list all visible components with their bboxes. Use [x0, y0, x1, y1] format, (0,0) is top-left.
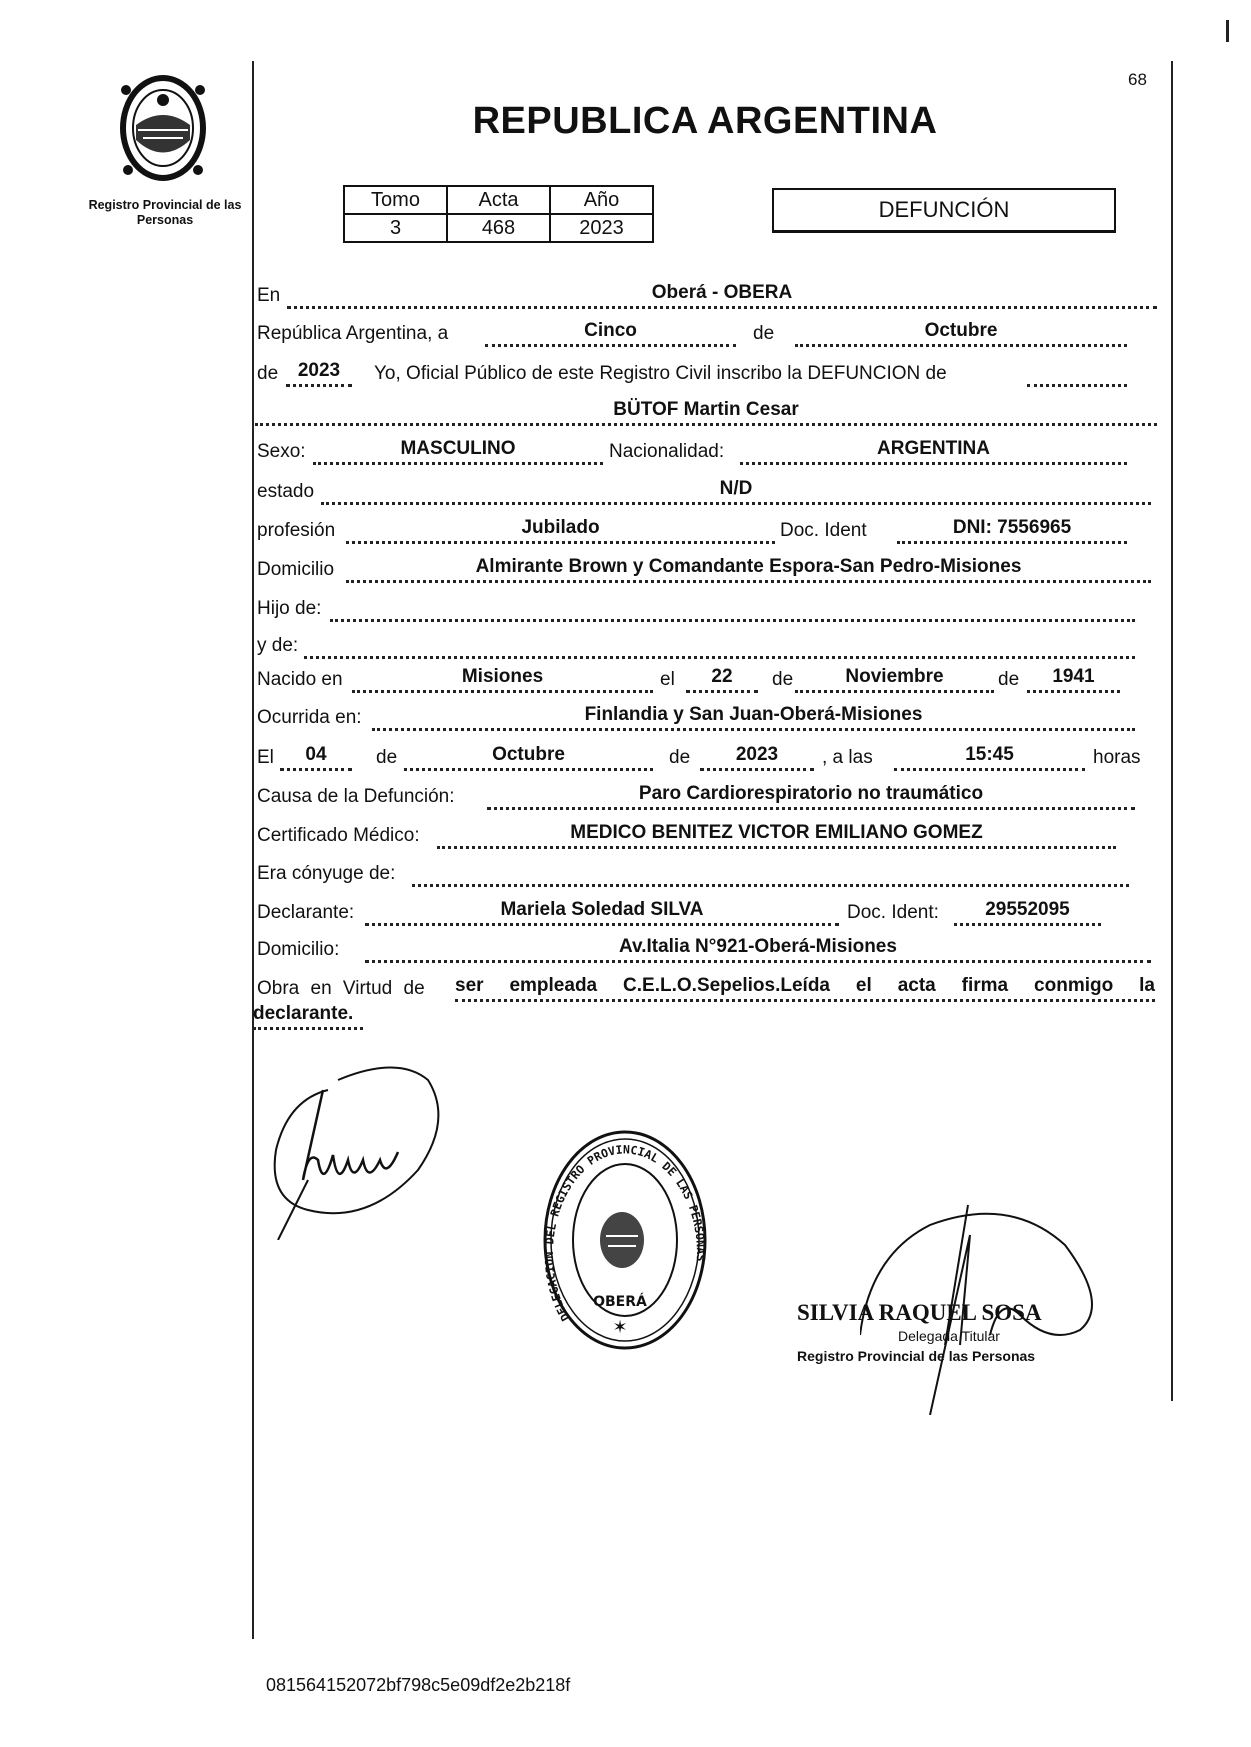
el-label: El	[257, 747, 274, 768]
hijo-de-label: Hijo de:	[257, 598, 322, 619]
horas-label: horas	[1093, 747, 1141, 768]
conyuge-field	[412, 860, 1129, 887]
province-coat-of-arms-logo	[108, 70, 218, 188]
ocurrida-field: Finlandia y San Juan-Oberá-Misiones	[372, 704, 1135, 731]
svg-text:✶: ✶	[612, 1317, 628, 1337]
signatory-name: SILVIA RAQUEL SOSA	[797, 1300, 1042, 1325]
seal-city: OBERÁ	[593, 1294, 647, 1310]
domicilio-declarante-field: Av.Italia N°921-Oberá-Misiones	[365, 936, 1151, 963]
republica-label: República Argentina, a	[257, 323, 449, 344]
de-label: de	[257, 363, 279, 384]
oficial-text: Yo, Oficial Público de este Registro Civil inscribo la DEFUNCION de	[374, 363, 947, 384]
de-label: de	[998, 669, 1020, 690]
causa-field: Paro Cardiorespiratorio no traumático	[487, 783, 1135, 810]
seal-text: DELEGACION DEL REGISTRO PROVINCIAL DE LAS PERSONAS	[541, 1142, 709, 1324]
en-label: En	[257, 285, 281, 306]
birth-month-field: Noviembre	[795, 666, 994, 693]
value-acta: 468	[447, 214, 550, 242]
death-month-field: Octubre	[404, 744, 653, 771]
nacionalidad-label: Nacionalidad:	[609, 441, 725, 462]
nacido-label: Nacido en	[257, 669, 343, 690]
profesion-label: profesión	[257, 520, 336, 541]
record-table	[343, 185, 654, 243]
death-time-field: 15:45	[894, 744, 1085, 771]
signatory-org: Registro Provincial de las Personas	[797, 1348, 1036, 1364]
registry-label: Registro Provincial de las Personas	[88, 198, 242, 227]
de-label: de	[753, 323, 775, 344]
deceased-name-field: BÜTOF Martin Cesar	[255, 399, 1157, 426]
place-field: Oberá - OBERA	[287, 282, 1157, 309]
declarante-doc-label: Doc. Ident:	[847, 902, 939, 923]
blank-field	[1027, 360, 1127, 387]
obra-label: Obra en Virtud de	[257, 978, 425, 999]
de-label: de	[772, 669, 794, 690]
conyuge-label: Era cónyuge de:	[257, 863, 396, 884]
declarante-label: Declarante:	[257, 902, 355, 923]
domicilio-field: Almirante Brown y Comandante Espora-San Pedro-Misiones	[346, 556, 1151, 583]
value-tomo: 3	[344, 214, 447, 242]
obra-field-continued: declarante.	[253, 1003, 363, 1030]
edge-mark	[1226, 20, 1229, 42]
obra-field: ser empleada C.E.L.O.Sepelios.Leída el acta firma conmigo la	[455, 975, 1155, 1002]
left-margin-line	[252, 61, 254, 1639]
declarant-signature	[268, 1060, 458, 1240]
nacionalidad-field: ARGENTINA	[740, 438, 1127, 465]
document-hash: 081564152072bf798c5e09df2e2b218f	[266, 1675, 571, 1695]
signatory-role: Delegada Titular	[898, 1328, 1000, 1344]
day-word-field: Cinco	[485, 320, 736, 347]
death-year-field: 2023	[700, 744, 814, 771]
registry-seal-stamp	[540, 1128, 710, 1353]
hijo-de-field	[330, 595, 1135, 622]
ocurrida-label: Ocurrida en:	[257, 707, 362, 728]
year-field: 2023	[286, 360, 352, 387]
de-label: de	[376, 747, 398, 768]
y-de-label: y de:	[257, 635, 299, 656]
estado-label: estado	[257, 481, 315, 502]
certificado-label: Certificado Médico:	[257, 825, 420, 846]
birth-year-field: 1941	[1027, 666, 1120, 693]
header-acta: Acta	[447, 186, 550, 214]
birth-day-field: 22	[686, 666, 758, 693]
declarante-field: Mariela Soledad SILVA	[365, 899, 839, 926]
right-margin-line	[1171, 61, 1173, 1401]
profesion-field: Jubilado	[346, 517, 775, 544]
el-label: el	[660, 669, 675, 690]
sexo-label: Sexo:	[257, 441, 306, 462]
a-las-label: , a las	[822, 747, 873, 768]
estado-field: N/D	[321, 478, 1151, 505]
page-title: REPUBLICA ARGENTINA	[472, 100, 938, 142]
value-anio: 2023	[550, 214, 653, 242]
declarante-doc-field: 29552095	[954, 899, 1101, 926]
domicilio-label: Domicilio	[257, 559, 335, 580]
birthplace-field: Misiones	[352, 666, 653, 693]
header-tomo: Tomo	[344, 186, 447, 214]
month-field: Octubre	[795, 320, 1127, 347]
certificado-field: MEDICO BENITEZ VICTOR EMILIANO GOMEZ	[437, 822, 1116, 849]
page-number: 68	[1128, 70, 1147, 89]
doc-ident-field: DNI: 7556965	[897, 517, 1127, 544]
header-anio: Año	[550, 186, 653, 214]
death-day-field: 04	[280, 744, 352, 771]
causa-label: Causa de la Defunción:	[257, 786, 455, 807]
record-type-box: DEFUNCIÓN	[772, 188, 1116, 233]
sexo-field: MASCULINO	[313, 438, 603, 465]
de-label: de	[669, 747, 691, 768]
y-de-field	[304, 632, 1135, 659]
doc-ident-label: Doc. Ident	[780, 520, 867, 541]
domicilio-declarante-label: Domicilio:	[257, 939, 340, 960]
